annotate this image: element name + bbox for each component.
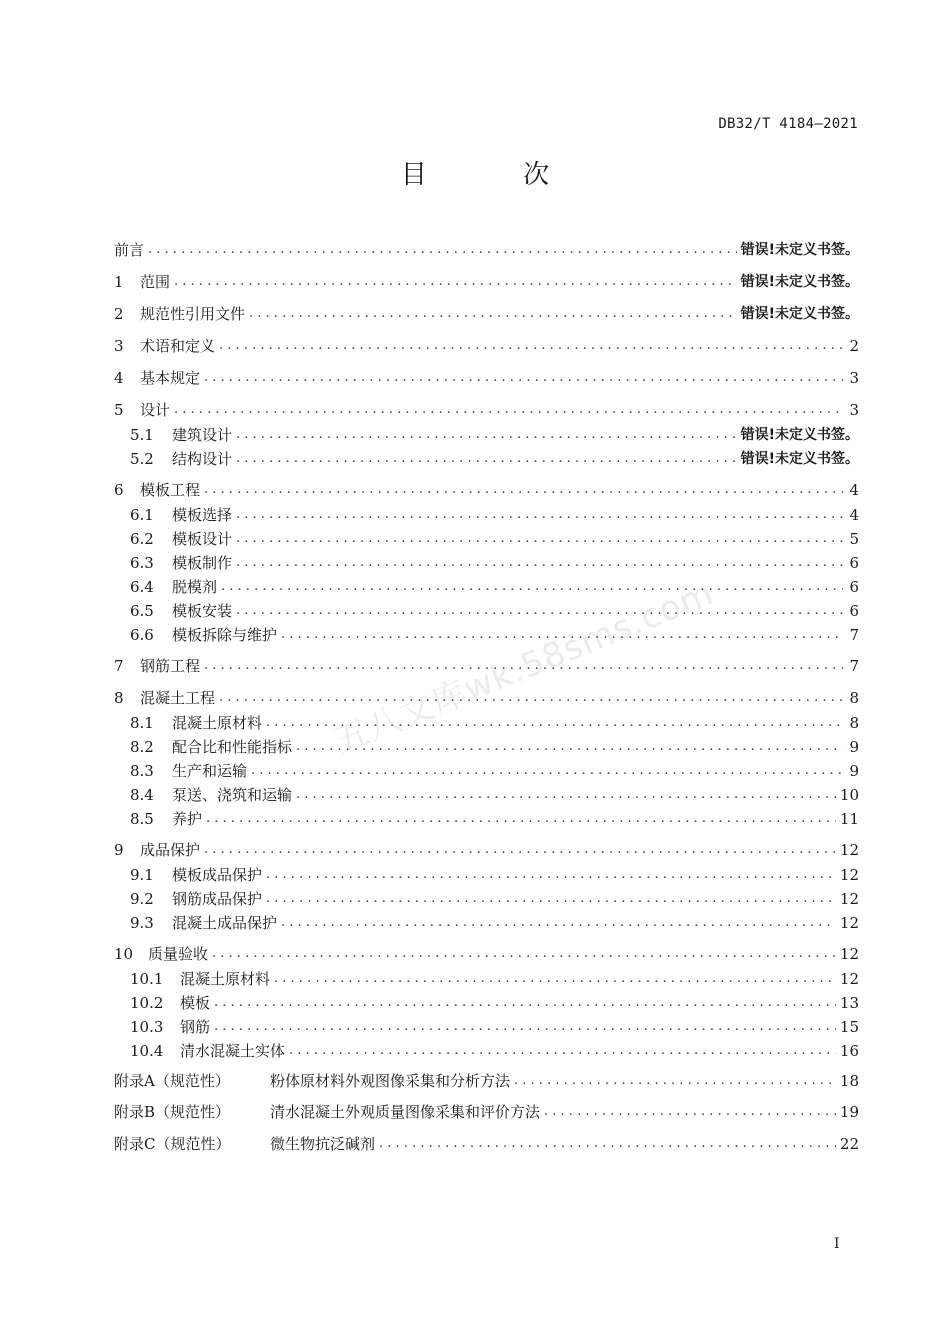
toc-entry[interactable]: 5.2 结构设计 . . . 错误!未定义书签。 — [114, 448, 859, 470]
toc-entry[interactable]: 8.4 泵送、浇筑和运输 . . . 10 — [114, 784, 859, 806]
toc-entry[interactable]: 10.1 混凝土原材料 . . . 12 — [114, 968, 859, 990]
toc-entry[interactable]: 8.1 混凝土原材料 . . . 8 — [114, 712, 859, 734]
toc-entry[interactable]: 前言 . . . 错误!未定义书签。 — [114, 239, 859, 261]
page-title: 目 次 — [400, 160, 594, 190]
toc-entry[interactable]: 7 钢筋工程 . . . 7 — [114, 655, 859, 677]
toc-entry[interactable]: 6.3 模板制作 . . . 6 — [114, 552, 859, 574]
toc-entry[interactable]: 8.3 生产和运输 . . . 9 — [114, 760, 859, 782]
toc-entry[interactable]: 9.2 钢筋成品保护 . . . 12 — [114, 888, 859, 910]
toc-entry[interactable]: 9 成品保护 . . . 12 — [114, 839, 859, 861]
toc-entry[interactable]: 5.1 建筑设计 . . . 错误!未定义书签。 — [114, 424, 859, 446]
toc-entry[interactable]: 附录C（规范性） 微生物抗泛碱剂 . . . 22 — [114, 1133, 859, 1155]
toc-entry[interactable]: 6.6 模板拆除与维护 . . . 7 — [114, 624, 859, 646]
toc-entry[interactable]: 4 基本规定 . . . 3 — [114, 367, 859, 389]
toc-entry[interactable]: 附录A（规范性） 粉体原材料外观图像采集和分析方法 . . . 18 — [114, 1070, 859, 1092]
toc-entry[interactable]: 5 设计 . . . 3 — [114, 399, 859, 421]
toc-entry[interactable]: 1 范围 . . . 错误!未定义书签。 — [114, 271, 859, 293]
toc-entry[interactable]: 10.3 钢筋 . . . 15 — [114, 1016, 859, 1038]
toc-entry[interactable]: 8.2 配合比和性能指标 . . . 9 — [114, 736, 859, 758]
toc-entry[interactable]: 6.4 脱模剂 . . . 6 — [114, 576, 859, 598]
watermark: 五八文库wk.58sms.com — [328, 573, 720, 763]
toc-entry[interactable]: 6.1 模板选择 . . . 4 — [114, 504, 859, 526]
toc-entry[interactable]: 附录B（规范性） 清水混凝土外观质量图像采集和评价方法 . . . 19 — [114, 1101, 859, 1123]
page-number: I — [834, 1236, 840, 1252]
toc-entry[interactable]: 3 术语和定义 . . . 2 — [114, 335, 859, 357]
toc-entry[interactable]: 6.2 模板设计 . . . 5 — [114, 528, 859, 550]
toc-entry[interactable]: 8 混凝土工程 . . . 8 — [114, 687, 859, 709]
toc-entry[interactable]: 8.5 养护 . . . 11 — [114, 808, 859, 830]
toc-entry[interactable]: 10.2 模板 . . . 13 — [114, 992, 859, 1014]
toc-entry[interactable]: 10 质量验收 . . . 12 — [114, 943, 859, 965]
toc-entry[interactable]: 6 模板工程 . . . 4 — [114, 479, 859, 501]
toc-entry[interactable]: 2 规范性引用文件 . . . 错误!未定义书签。 — [114, 303, 859, 325]
document-code: DB32/T 4184—2021 — [718, 116, 858, 132]
toc-entry[interactable]: 10.4 清水混凝土实体 . . . 16 — [114, 1040, 859, 1062]
toc-entry[interactable]: 9.3 混凝土成品保护 . . . 12 — [114, 912, 859, 934]
toc-entry[interactable]: 9.1 模板成品保护 . . . 12 — [114, 864, 859, 886]
toc-entry[interactable]: 6.5 模板安装 . . . 6 — [114, 600, 859, 622]
